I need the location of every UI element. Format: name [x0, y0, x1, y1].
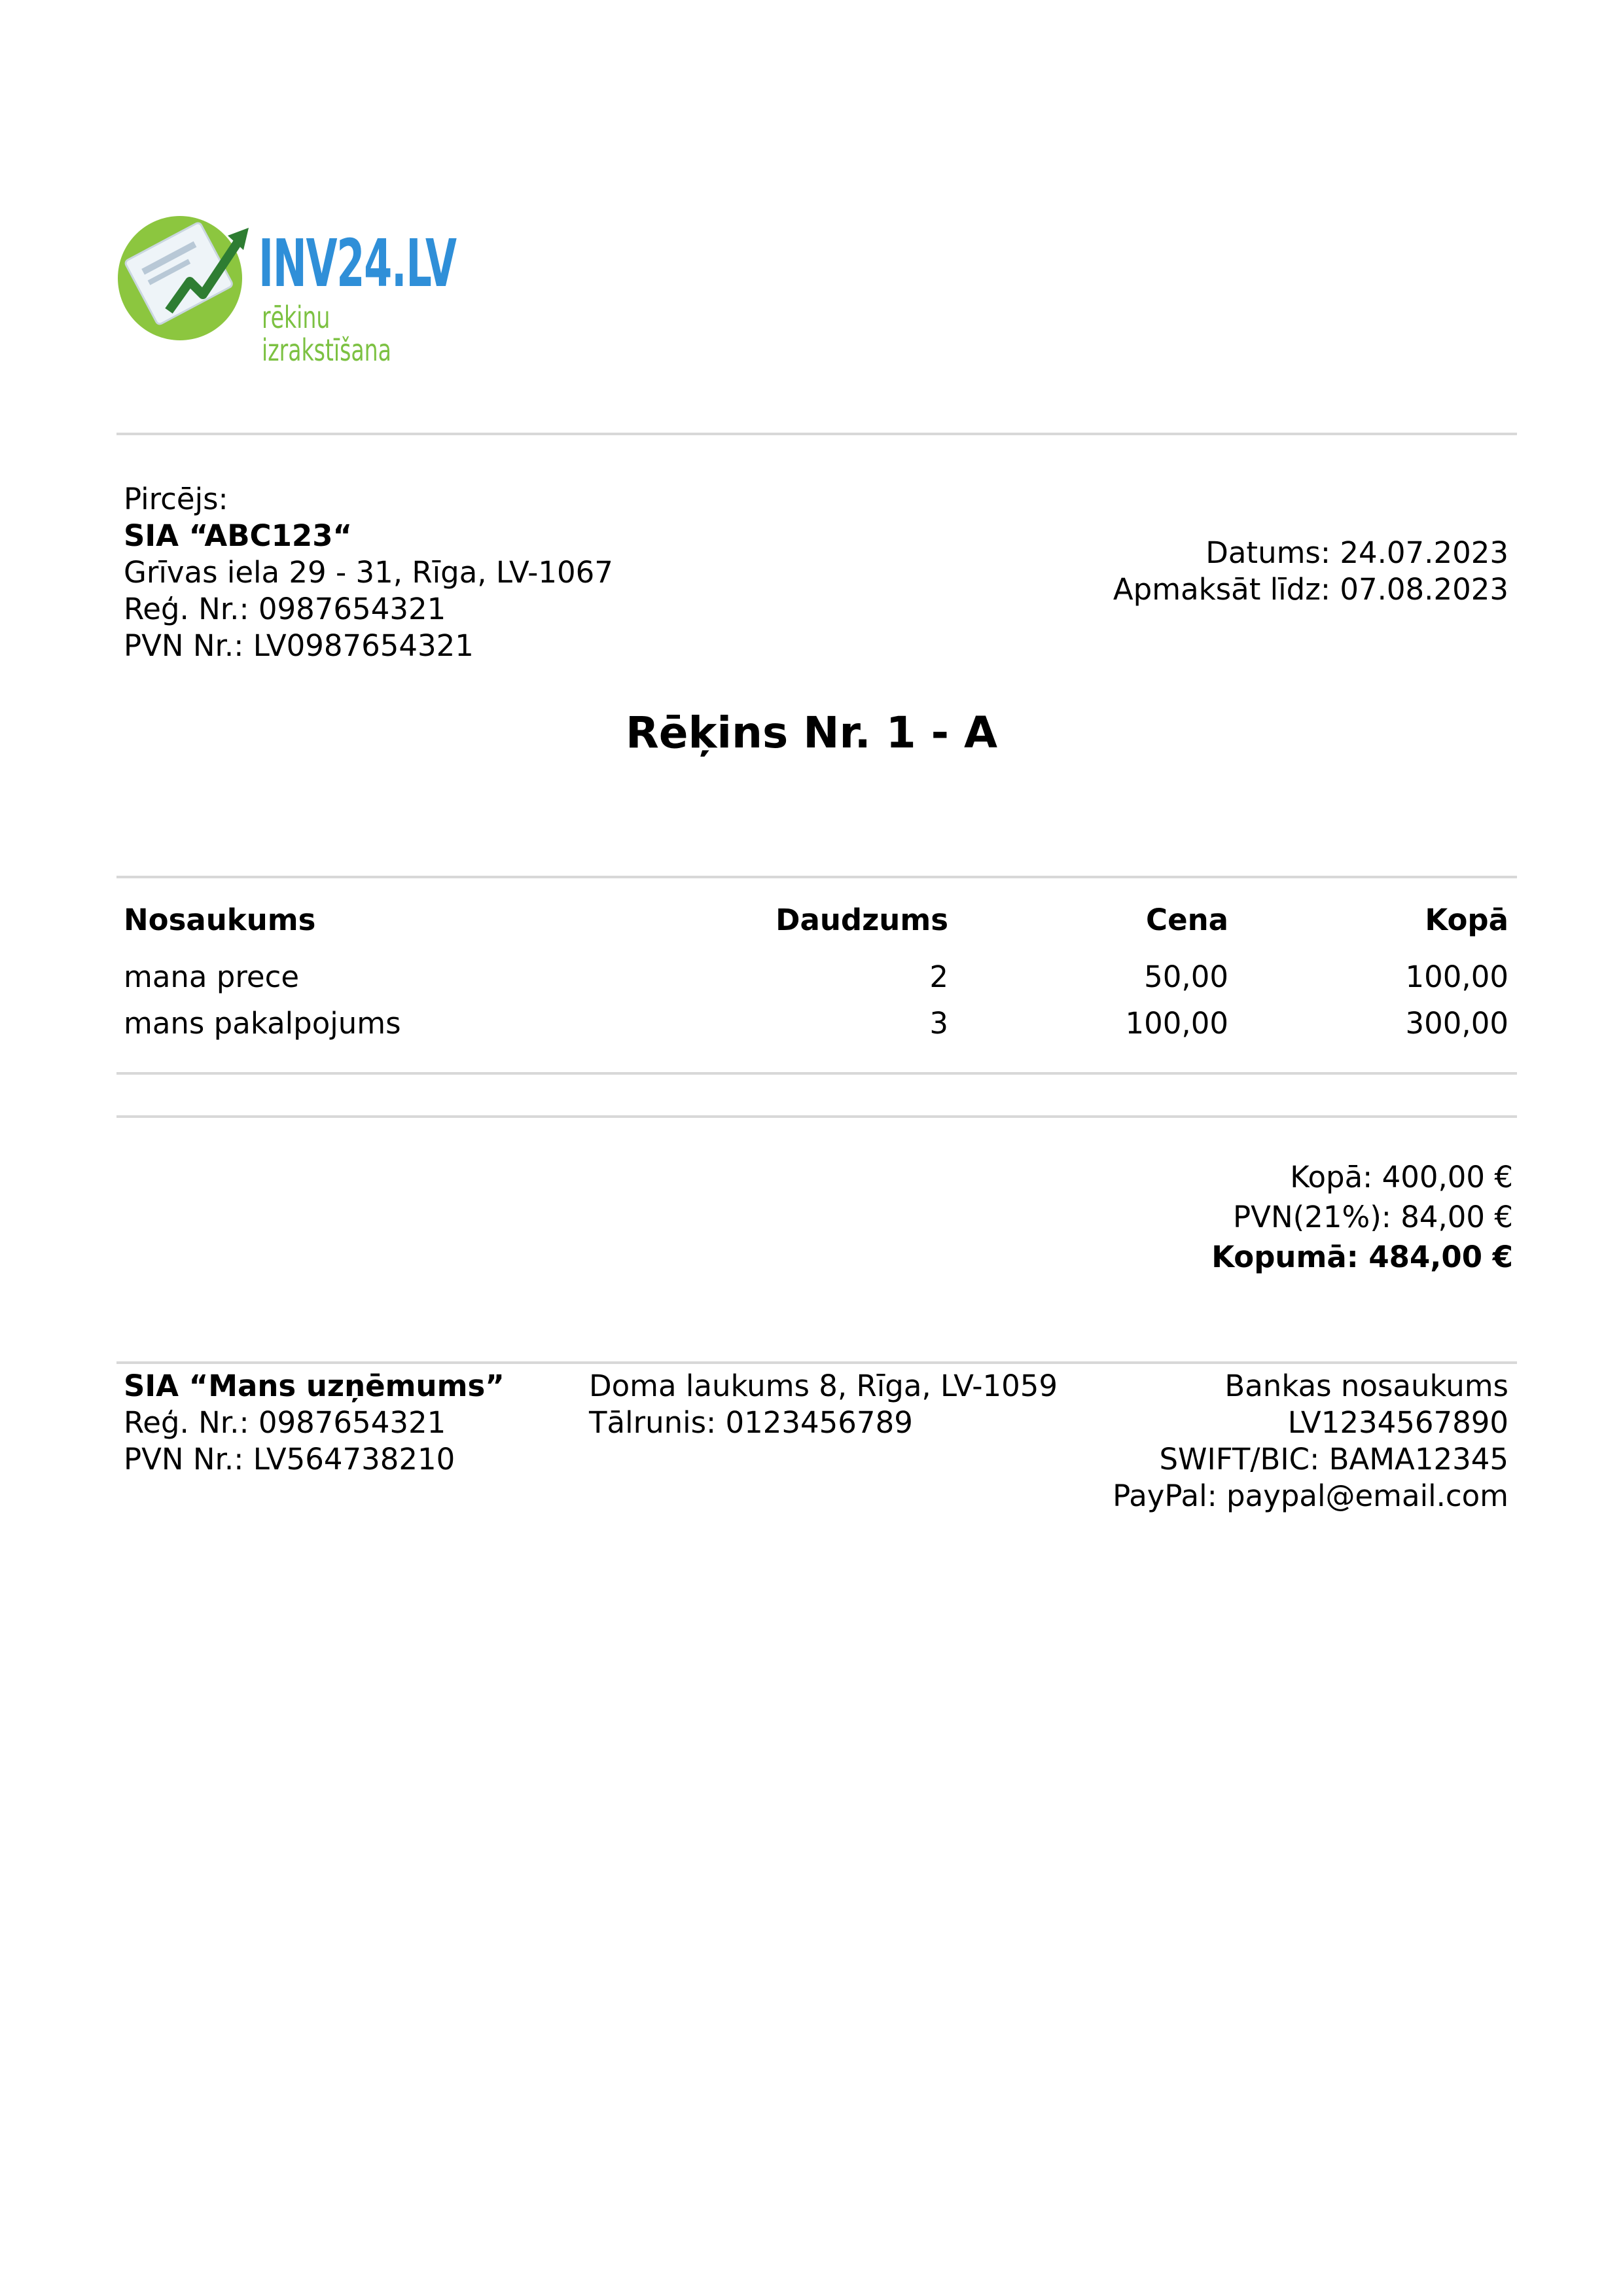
- vat-amount: PVN(21%): 84,00 €: [1233, 1200, 1513, 1234]
- seller-reg-number: Reģ. Nr.: 0987654321: [124, 1405, 446, 1440]
- row-price: 50,00: [1144, 960, 1228, 994]
- seller-details: [124, 1368, 505, 1478]
- buyer-reg-number: Reģ. Nr.: 0987654321: [124, 592, 446, 626]
- bank-name: Bankas nosaukums: [1224, 1369, 1508, 1403]
- seller-contacts: [589, 1368, 1058, 1441]
- bank-account: LV1234567890: [1287, 1405, 1508, 1440]
- header-quantity: Daudzums: [776, 903, 948, 937]
- row-total: 100,00: [1405, 960, 1508, 994]
- row-name: mana prece: [124, 960, 300, 994]
- seller-name: SIA “Mans uzņēmums”: [124, 1369, 505, 1403]
- seller-phone: Tālrunis: 0123456789: [589, 1405, 913, 1440]
- invoice-date: Datums: 24.07.2023: [1205, 535, 1508, 570]
- logo-icon: [118, 209, 255, 347]
- buyer-name: SIA “ABC123“: [124, 518, 353, 553]
- bank-swift: SWIFT/BIC: BAMA12345: [1159, 1442, 1508, 1477]
- subtotal: Kopā: 400,00 €: [1290, 1160, 1513, 1194]
- paypal-account: PayPal: paypal@email.com: [1113, 1479, 1508, 1513]
- buyer-heading: Pircējs:: [124, 482, 228, 516]
- row-quantity: 2: [929, 960, 948, 994]
- divider-totals: [116, 1115, 1517, 1118]
- logo-brand: INV24.LV: [259, 225, 456, 302]
- row-name: mans pakalpojums: [124, 1006, 401, 1041]
- invoice-title: Rēķins Nr. 1 - A: [625, 708, 998, 758]
- invoice-dates: [1113, 535, 1508, 608]
- divider-top: [116, 433, 1517, 435]
- due-date: Apmaksāt līdz: 07.08.2023: [1113, 572, 1508, 607]
- buyer-block: [124, 481, 613, 664]
- seller-vat-number: PVN Nr.: LV564738210: [124, 1442, 455, 1477]
- company-logo: [118, 209, 517, 368]
- row-total: 300,00: [1405, 1006, 1508, 1041]
- header-price: Cena: [1146, 903, 1228, 937]
- divider-footer: [116, 1361, 1517, 1364]
- header-total: Kopā: [1425, 903, 1508, 937]
- bank-details: [1113, 1368, 1508, 1515]
- logo-tagline: rēkinu izrakstīšana: [262, 300, 391, 368]
- row-quantity: 3: [929, 1006, 948, 1041]
- header-name: Nosaukums: [124, 903, 316, 937]
- buyer-vat-number: PVN Nr.: LV0987654321: [124, 628, 474, 663]
- divider-table-bottom: [116, 1072, 1517, 1075]
- divider-table-top: [116, 876, 1517, 878]
- seller-address: Doma laukums 8, Rīga, LV-1059: [589, 1369, 1058, 1403]
- grand-total: Kopumā: 484,00 €: [1211, 1240, 1513, 1274]
- row-price: 100,00: [1125, 1006, 1228, 1041]
- buyer-address: Grīvas iela 29 - 31, Rīga, LV-1067: [124, 555, 613, 590]
- totals-block: [1211, 1157, 1513, 1277]
